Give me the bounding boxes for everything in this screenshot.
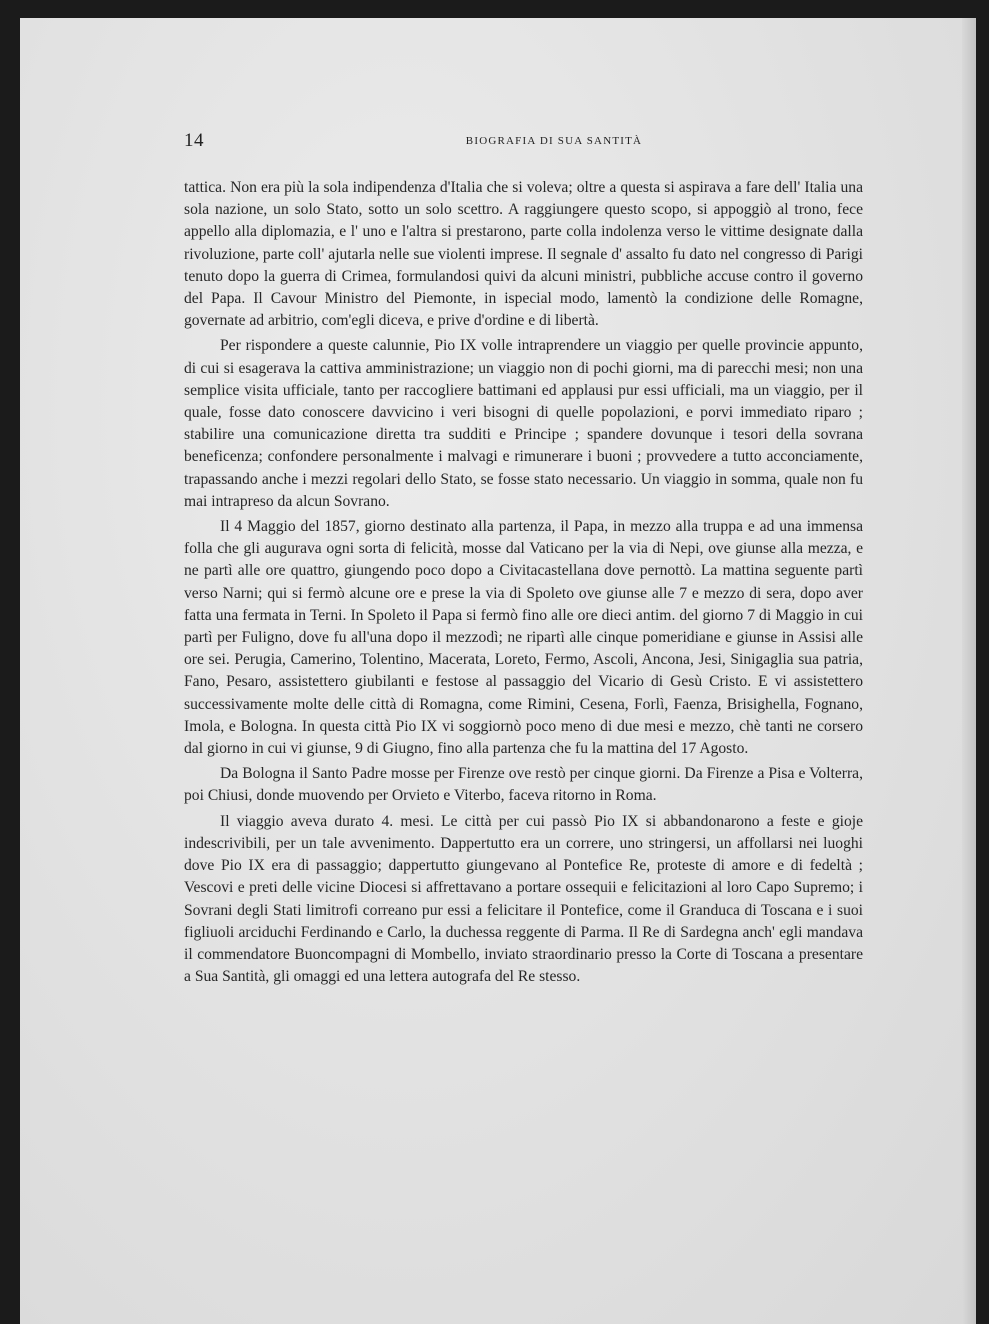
paragraph: Da Bologna il Santo Padre mosse per Firenze ove restò per cinque giorni. Da Firenze a Pisa e Volterra, poi Chiusi, donde muovendo per Orvieto e Viterbo, faceva ritorno in Roma. [184,765,863,805]
page-gutter-shadow [962,18,976,1324]
paragraph: Il 4 Maggio del 1857, giorno destinato alla partenza, il Papa, in mezzo alla truppa e ad una immensa folla che gli augurava ogni sorta di felicità, mosse dal Vaticano per la via di Nepi, ove giunse alla mezza, e ne partì alle ore quattro, giungendo poco dopo a Civitacastellana dove pernottò. La mattina seguente partì verso Narni; qui si fermò alcune ore e prese la via di Spoleto ove giunse alle 7 e mezzo di sera, dopo aver fatta una fermata in Terni. In Spoleto il Papa si fermò fino alle ore dieci antim. del giorno 7 di Maggio in cui partì per Fuligno, dove fu all'una dopo il mezzodì; ne ripartì alle cinque pomeridiane e giunse in Assisi alle ore sei. Perugia, Camerino, Tolentino, Macerata, Loreto, Fermo, Ascoli, Ancona, Jesi, Sinigaglia sua patria, Fano, Pesaro, assistettero giubilanti e festose al passaggio del Vicario di Gesù Cristo. E vi assistettero successivamente molte delle città di Romagna, come Rimini, Cesena, Forlì, Faenza, Brisighella, Fognano, Imola, e Bologna. In questa città Pio IX vi soggiornò poco meno di due mesi e mezzo, chè tanti ne corsero dal giorno in cui vi giunse, 9 di Giugno, fino alla partenza che fu la mattina del 17 Agosto. [184,518,863,758]
body-text [184,177,863,991]
paragraph: Per rispondere a queste calunnie, Pio IX volle intraprendere un viaggio per quelle provincie appunto, di cui si esagerava la cattiva amministrazione; un viaggio non di pochi giorni, ma di parecchi mesi; non una semplice visita ufficiale, tanto per raccogliere battimani ed applausi pur essi ufficiali, ma un viaggio, per il quale, fosse dato conoscere davvicino i veri bisogni di quelle popolazioni, e porvi immediato riparo ; stabilire una comunicazione diretta tra sudditi e Principe ; spandere dovunque i tesori della sovrana beneficenza; confondere personalmente i malvagi e rimunerare i buoni ; provvedere a tutto acconciamente, trapassando anche i mezzi regolari dello Stato, se fosse stato necessario. Un viaggio in somma, quale non fu mai intrapreso da alcun Sovrano. [184,337,863,510]
page-number: 14 [184,130,204,151]
running-head: BIOGRAFIA DI SUA SANTITÀ [465,135,643,147]
paragraph: Il viaggio aveva durato 4. mesi. Le città per cui passò Pio IX si abbandonarono a feste e gioje indescrivibili, per un tale avvenimento. Dappertutto era un correre, uno stringersi, un affollarsi nei luoghi dove Pio IX era di passaggio; dappertutto giungevano al Pontefice Re, proteste di amore e di fedeltà ; Vescovi e preti delle vicine Diocesi si affrettavano a portare ossequii e felicitazioni al loro Capo Supremo; i Sovrani degli Stati limitrofi correano pur essi a felicitare il Pontefice, come il Granduca di Toscana e i suoi figliuoli arciduchi Ferdinando e Carlo, la duchessa reggente di Parma. Il Re di Sardegna anch' egli mandava il commendatore Buoncompagni di Mombello, inviato straordinario presso la Corte di Toscana a presentare a Sua Santità, gli omaggi ed una lettera autografa del Re stesso. [184,812,863,986]
paragraph: tattica. Non era più la sola indipendenza d'Italia che si voleva; oltre a questa si aspirava a fare dell' Italia una sola nazione, un solo Stato, sotto un solo scettro. A raggiungere questo scopo, si appoggiò al trono, fece appello alla diplomazia, e l' uno e l'altra si prestarono, parte colla indolenza verso le vittime designate dalla rivoluzione, parte coll' ajutarla nelle sue violenti imprese. Il segnale d' assalto fu dato nel congresso di Parigi tenuto dopo la guerra di Crimea, formulandosi quivi da alcuni ministri, pubbliche accuse contro il governo del Papa. Il Cavour Ministro del Piemonte, in ispecial modo, lamentò la condizione delle Romagne, governate ad arbitrio, com'egli diceva, e prive d'ordine e di libertà. [184,179,863,330]
page-header [184,130,864,154]
